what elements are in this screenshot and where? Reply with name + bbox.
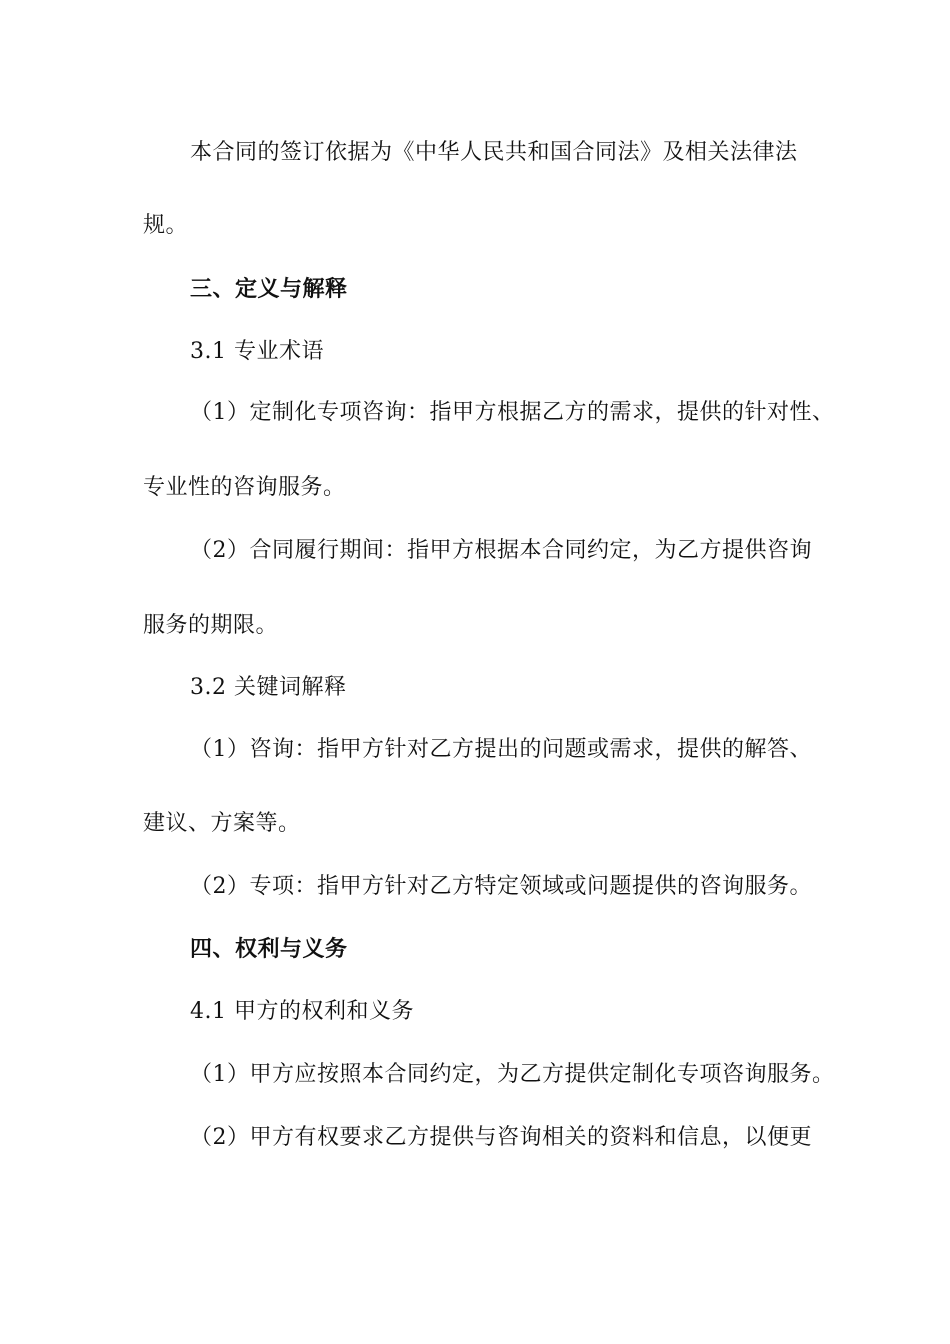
subsection-heading: 3.2 关键词解释 — [190, 675, 347, 700]
paragraph-line: （1）咨询：指甲方针对乙方提出的问题或需求，提供的解答、 — [190, 737, 812, 762]
paragraph-line: （2）专项：指甲方针对乙方特定领域或问题提供的咨询服务。 — [190, 874, 812, 899]
paragraph-line: 建议、方案等。 — [143, 811, 301, 836]
subsection-heading: 4.1 甲方的权利和义务 — [190, 999, 414, 1024]
section-heading: 三、定义与解释 — [190, 276, 348, 302]
paragraph-line: （1）定制化专项咨询：指甲方根据乙方的需求，提供的针对性、 — [190, 400, 835, 425]
paragraph-line: 规。 — [143, 213, 189, 238]
section-heading: 四、权利与义务 — [190, 936, 348, 962]
paragraph-line: 专业性的咨询服务。 — [143, 475, 346, 500]
paragraph-line: （2）合同履行期间：指甲方根据本合同约定，为乙方提供咨询 — [190, 538, 812, 563]
subsection-heading: 3.1 专业术语 — [190, 339, 324, 364]
paragraph-line: （1）甲方应按照本合同约定，为乙方提供定制化专项咨询服务。 — [190, 1062, 835, 1087]
paragraph-line: （2）甲方有权要求乙方提供与咨询相关的资料和信息，以便更 — [190, 1125, 812, 1150]
paragraph-line: 服务的期限。 — [143, 613, 279, 638]
paragraph-line: 本合同的签订依据为《中华人民共和国合同法》及相关法律法 — [190, 140, 798, 165]
